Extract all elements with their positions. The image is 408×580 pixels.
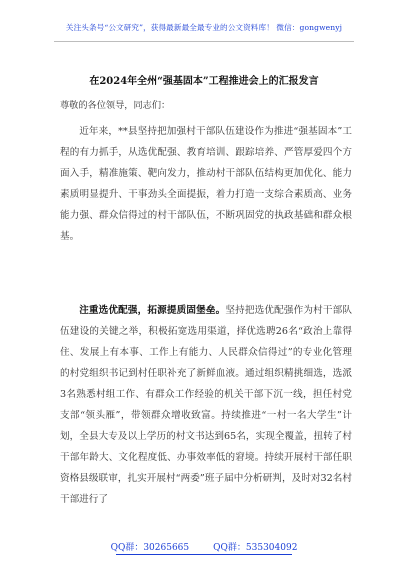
qq-group-footer [0,540,408,553]
promo-banner: 关注头条号“公文研究”，获得最新最全最专业的公文资料库！ 微信：gongwenyj [65,23,343,32]
paragraph-selection [60,300,352,510]
document-title: 在2024年全州“强基固本”工程推进会上的汇报发言 [89,76,319,87]
footer-underline [116,554,292,555]
paragraph-body: 坚持把选优配强作为村干部队伍建设的关键之举，积极拓宽选用渠道，择优选聘26名“政治上靠得住、发展上有本事、工作上有能力、人民群众信得过”的专业化管理的村党组织书记到村任职补充了新鲜血液。通过组织精挑细选，选派3名熟悉村组工作、有群众工作经验的机关干部下沉一线，担任村党支部“领头雁”，带领群众增收致富。持续推进“一村一名大学生”计划，全县大专及以上学历的村文书达到65名，实现全覆盖，扭转了村干部年龄大、文化程度低、办事效率低的窘境。持续开展村干部任职资格县级联审，扎实开展村“两委”班子届中分析研判，及时对32名村干部进行了 [60,305,353,505]
paragraph-lead: 注重选优配强，拓源提质固堡垒。 [79,305,226,316]
salutation: 尊敬的各位领导，同志们： [60,100,171,111]
header-divider [54,41,354,42]
qq-group-1: QQ群：30265665 [110,543,190,553]
paragraph-intro: 近年来，**县坚持把加强村干部队伍建设作为推进“强基固本”工程的有力抓手，从选优配强、教育培训、跟踪培养、严管厚爱四个方面入手，精准施策、靶向发力，推动村干部队伍结构更加优化、能力素质明显提升、干事劲头全面提振，着力打造一支综合素质高、业务能力强、群众信得过的村干部队伍，不断巩固党的执政基础和群众根基。 [60,126,352,242]
qq-group-2: QQ群：535304092 [213,543,298,553]
